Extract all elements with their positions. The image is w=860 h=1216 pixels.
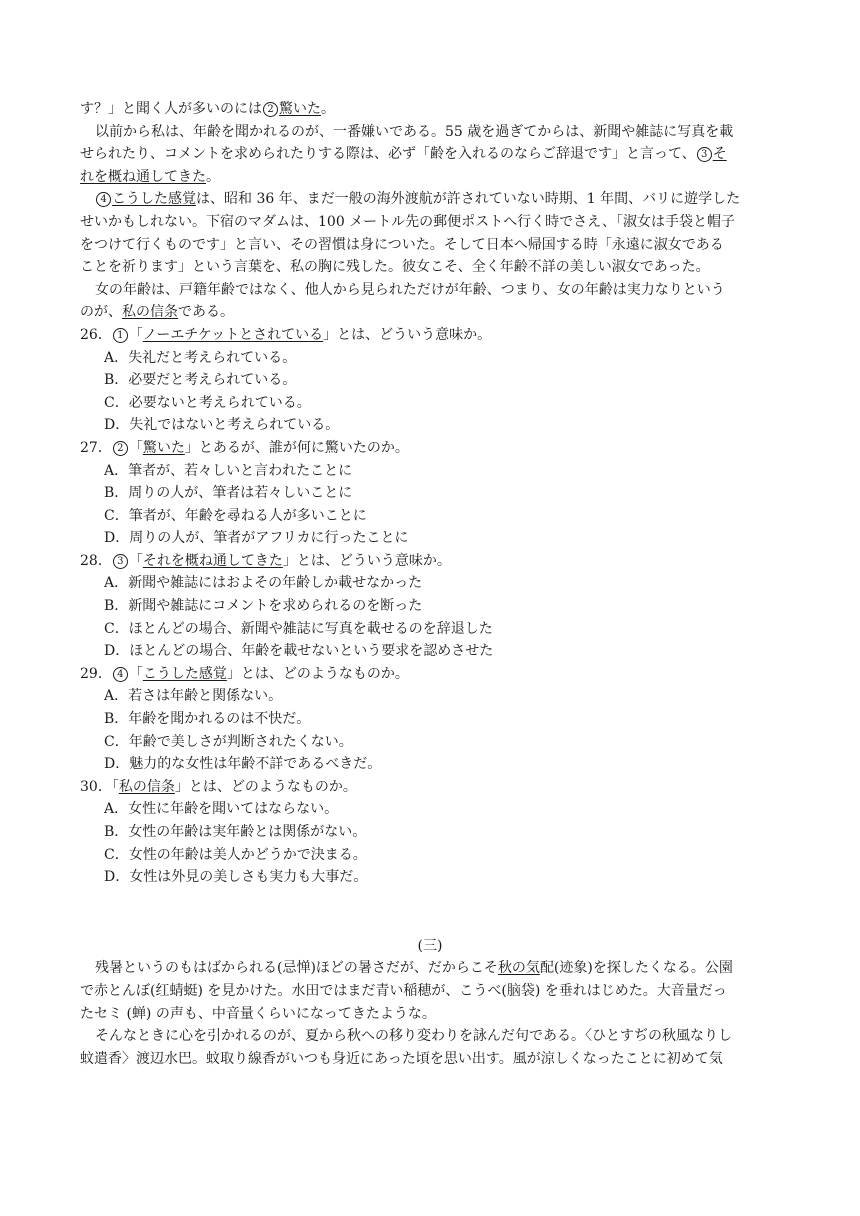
answer-option: D．女性は外見の美しさも実力も大事だ。: [104, 869, 368, 886]
text: のが、: [80, 304, 122, 321]
text: 」とは、どのようなものか。: [174, 778, 357, 795]
answer-option: A．筆者が、若々しいと言われたことに: [104, 462, 353, 479]
passage-line: [80, 98, 780, 121]
circled-number: 1: [113, 328, 128, 343]
text: 28．: [80, 552, 112, 569]
text: 残暑というのもはばかられる(忌惮)ほどの暑さだが、だからこそ: [95, 960, 498, 977]
answer-option: B．女性の年齢は実年齢とは関係がない。: [104, 824, 367, 840]
text: は、昭和 36 年、まだ一般の海外渡航が許されていない時期、1 年間、バリに遊学した: [196, 191, 741, 208]
answer-option: B．必要だと考えられている。: [104, 372, 297, 389]
underlined-text: こうした感覚: [142, 665, 227, 682]
text: 「: [111, 778, 119, 795]
passage-line: たセミ (蝉) の声も、中音量くらいになってきたような。: [80, 1005, 436, 1022]
answer-option: C．年齢で美しさが判断されたくない。: [104, 733, 353, 750]
circled-number: 4: [96, 192, 111, 207]
passage-line: 蚊遣香〉渡辺水巴。蚊取り線香がいつも身近にあった頃を思い出す。風が涼しくなったことに初めて気: [80, 1050, 723, 1067]
question-stem: [80, 550, 780, 573]
answer-option: A．若さは年齢と関係ない。: [104, 688, 283, 705]
text: 配(迹象)を探したくなる。公園: [539, 960, 733, 977]
answer-option: C．ほとんどの場合、新聞や雑誌に写真を載せるのを辞退した: [104, 620, 493, 637]
answer-option: C．必要ないと考えられている。: [104, 394, 311, 411]
question-stem: [80, 776, 780, 799]
underlined-text: れを概ね通してきた: [80, 168, 206, 185]
spacer: [80, 889, 780, 935]
passage-line: ことを祈ります」という言葉を、私の胸に残した。彼女こそ、全く年齢不詳の美しい淑女であった。: [80, 259, 710, 276]
answer-option: A．失礼だと考えられている。: [104, 349, 297, 366]
answer-option: D．魅力的な女性は年齢不詳であるべきだ。: [104, 756, 382, 773]
underlined-text: それを概ね通してきた: [142, 552, 283, 569]
text: 「: [128, 552, 143, 569]
answer-option: C．筆者が、年齢を尋ねる人が多いことに: [104, 507, 367, 524]
text: 。: [321, 101, 335, 117]
underlined-text: 驚いた: [279, 101, 321, 117]
passage-line: [80, 957, 780, 980]
text: 。: [206, 168, 220, 185]
question-stem: [80, 324, 780, 347]
passage-line: [80, 166, 780, 189]
answer-option: B．年齢を聞かれるのは不快だ。: [104, 711, 311, 728]
passage-line: [80, 188, 780, 211]
answer-option: D．周りの人が、筆者がアフリカに行ったことに: [104, 530, 409, 547]
text: せられたり、コメントを求められたりする際は、必ず「齢を入れるのならご辞退です」と言って、: [80, 146, 696, 163]
circled-number: 3: [697, 147, 712, 162]
passage-line: で赤とんぼ(红蜻蜓) を見かけた。水田ではまだ青い稲穂が、こうべ(脑袋) を垂れはじめた。大音量だっ: [80, 982, 727, 999]
text: す？」と聞く人が多いのには: [80, 101, 262, 117]
text: 「: [128, 326, 143, 343]
text: 」とは、どういう意味か。: [323, 326, 492, 343]
underlined-text: こうした感覚: [112, 191, 196, 208]
text: 30．: [80, 778, 112, 795]
underlined-text: 驚いた: [142, 439, 185, 456]
text: である。: [178, 304, 234, 321]
passage-line: せいかもしれない。下宿のマダムは、100 メートル先の郵便ポストへ行く時でさえ、「淑女は手袋と帽子: [80, 213, 736, 230]
text: 」とあるが、誰が何に驚いたのか。: [184, 439, 409, 456]
text: 「: [128, 665, 143, 682]
text: 27．: [80, 439, 112, 456]
text: 」とは、どういう意味か。: [282, 552, 451, 569]
underlined-text: 私の信条: [118, 778, 175, 795]
answer-option: B．新聞や雑誌にコメントを求められるのを断った: [104, 598, 423, 615]
answer-option: C．女性の年齢は美人かどうかで決まる。: [104, 846, 367, 863]
section-heading: (三): [417, 937, 443, 954]
text: 」とは、どのようなものか。: [226, 665, 409, 682]
question-stem: [80, 663, 780, 686]
answer-option: D．ほとんどの場合、年齢を載せないという要求を認めさせた: [104, 643, 494, 660]
underlined-text: 私の信条: [122, 304, 178, 321]
answer-option: D．失礼ではないと考えられている。: [104, 417, 340, 434]
passage-line: そんなときに心を引かれるのが、夏から秋への移り変わりを詠んだ句である。〈ひとすぢの秋風なりし: [95, 1028, 732, 1045]
passage-line: [80, 143, 780, 166]
circled-number: 2: [113, 441, 128, 456]
circled-number: 2: [263, 102, 278, 117]
text: 29．: [80, 665, 112, 682]
circled-number: 3: [113, 554, 128, 569]
answer-option: B．周りの人が、筆者は若々しいことに: [104, 485, 353, 502]
text: 「: [128, 439, 143, 456]
underlined-text: そ: [712, 146, 727, 163]
document-page: [80, 98, 780, 1070]
question-stem: [80, 437, 780, 460]
answer-option: A．女性に年齢を聞いてはならない。: [104, 801, 339, 818]
passage-line: をつけて行くものです」と言い、その習慣は身についた。そして日本へ帰国する時「永遠に淑女である: [80, 236, 724, 253]
question-list: [80, 324, 780, 889]
answer-option: A．新聞や雑誌にはおよその年齢しか載せなかった: [104, 575, 423, 592]
circled-number: 4: [113, 667, 128, 682]
passage-line: 女の年齢は、戸籍年齢ではなく、他人から見られただけが年齢、つまり、女の年齢は実力なりという: [95, 281, 725, 298]
passage-line: [80, 301, 780, 324]
underlined-text: 秋の気: [497, 960, 540, 977]
passage-line: 以前から私は、年齢を聞かれるのが、一番嫌いである。55 歳を過ぎてからは、新聞や雑誌に写真を載: [95, 123, 734, 140]
text: 26．: [80, 326, 112, 343]
underlined-text: ノーエチケットとされている: [142, 326, 324, 343]
